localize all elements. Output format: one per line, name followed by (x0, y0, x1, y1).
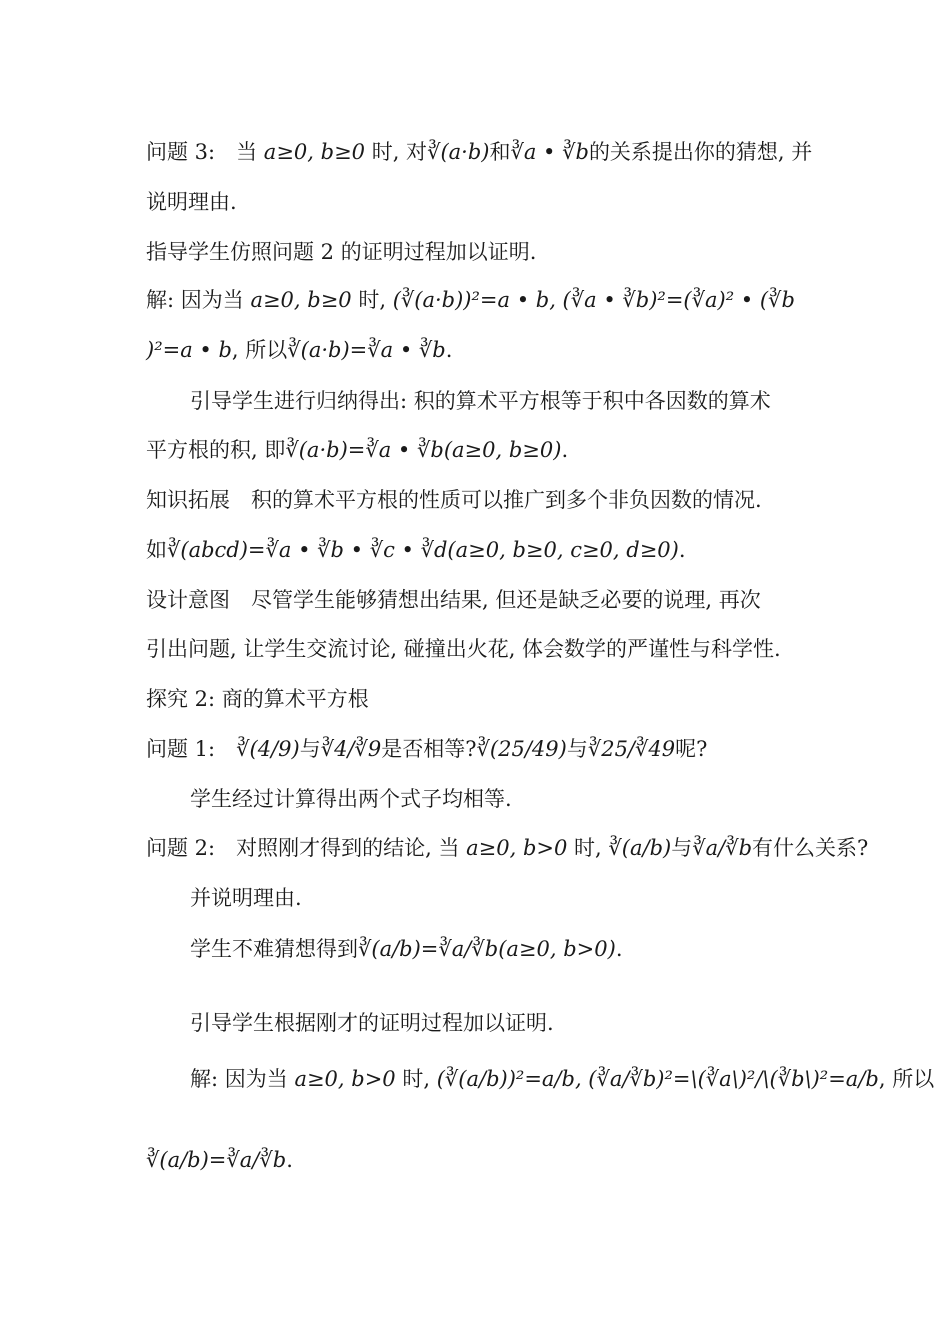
math-expression: a≥0, b≥0 (250, 288, 352, 312)
text: 指导学生仿照问题 2 的证明过程加以证明. (146, 240, 537, 264)
question-2-line-2 (190, 883, 302, 913)
text: 时, 对 (365, 140, 428, 164)
question-2-line (146, 833, 868, 863)
design-intent-line-2 (146, 634, 781, 664)
text: 时, (567, 836, 609, 860)
text: 时, (395, 1067, 437, 1091)
text: , 所以 (231, 338, 288, 362)
text: 说明理由. (146, 190, 237, 214)
text: 呢? (675, 737, 708, 761)
solution-line (146, 285, 795, 315)
math-expression: )²=a • b (146, 338, 232, 362)
text: 如 (146, 538, 167, 562)
problem-3-line-2 (146, 187, 237, 217)
question-1-line (146, 734, 707, 764)
text: 是否相等? (381, 737, 477, 761)
math-expression: ∛(a/b)=∛a/∛b (146, 1148, 287, 1172)
text: 解: 因为当 (190, 1067, 295, 1091)
text: 知识拓展 积的算术平方根的性质可以推广到多个非负因数的情况. (146, 488, 762, 512)
text: 与 (566, 737, 588, 761)
math-expression: (∛(a/b))²=a/b, (∛a/∛b)²=\(∛a\)²/\(∛b\)²=a/b (436, 1067, 879, 1091)
text: 与 (299, 737, 321, 761)
math-expression: ∛4/∛9 (320, 737, 382, 761)
text: 引出问题, 让学生交流讨论, 碰撞出火花, 体会数学的严谨性与科学性. (146, 637, 781, 661)
math-expression: ∛(4/9) (236, 737, 300, 761)
solution-line-2 (146, 335, 452, 365)
text: 学生不难猜想得到 (190, 937, 358, 961)
text: 解: 因为当 (146, 288, 251, 312)
text: 引导学生进行归纳得出: 积的算术平方根等于积中各因数的算术 (190, 389, 771, 413)
text: 并说明理由. (190, 886, 302, 910)
proof-guide-line (190, 1008, 554, 1038)
text: 问题 1: (146, 737, 237, 761)
text: 有什么关系? (752, 836, 869, 860)
problem-3-line (146, 137, 812, 167)
text: 时, (351, 288, 393, 312)
extension-example-line (146, 535, 686, 565)
design-intent-line (146, 585, 761, 615)
math-expression: ∛(a/b) (608, 836, 672, 860)
math-expression: ∛(a·b)=∛a • ∛b(a≥0, b≥0) (285, 438, 562, 462)
text: 平方根的积, 即 (146, 438, 286, 462)
math-expression: ∛(a·b) (427, 140, 490, 164)
text: . (286, 1148, 293, 1172)
text: . (678, 538, 686, 562)
text: 引导学生根据刚才的证明过程加以证明. (190, 1011, 554, 1035)
text: 和 (489, 140, 511, 164)
math-expression: a≥0, b>0 (294, 1067, 396, 1091)
text: . (561, 438, 569, 462)
text: . (445, 338, 453, 362)
math-expression: a≥0, b≥0 (263, 140, 366, 164)
text: 问题 2: 对照刚才得到的结论, 当 (146, 836, 467, 860)
text: 学生经过计算得出两个式子均相等. (190, 787, 512, 811)
proof-line (190, 1064, 934, 1094)
math-expression: a≥0, b>0 (466, 836, 568, 860)
text: . (615, 937, 623, 961)
text: , 所以 (878, 1067, 935, 1091)
math-expression: ∛a/∛b (692, 836, 753, 860)
math-expression: ∛(a/b)=∛a/∛b(a≥0, b>0) (358, 937, 616, 961)
math-expression: ∛(abcd)=∛a • ∛b • ∛c • ∛d(a≥0, b≥0, c≥0, d≥0) (167, 538, 679, 562)
text: 探究 2: 商的算术平方根 (146, 687, 369, 711)
text: 问题 3: 当 (146, 140, 264, 164)
math-expression: ∛a • ∛b (510, 140, 589, 164)
text: 与 (671, 836, 693, 860)
section-heading (146, 684, 369, 714)
conjecture-line (190, 934, 623, 964)
proof-conclusion-line (146, 1145, 293, 1175)
induction-line-2 (146, 435, 568, 465)
math-expression: ∛(25/49) (476, 737, 567, 761)
text: 设计意图 尽管学生能够猜想出结果, 但还是缺乏必要的说理, 再次 (146, 588, 761, 612)
math-expression: (∛(a·b))²=a • b, (∛a • ∛b)²=(∛a)² • (∛b (392, 288, 795, 312)
extension-line (146, 485, 762, 515)
math-expression: ∛(a·b)=∛a • ∛b (287, 338, 446, 362)
math-expression: ∛25/∛49 (587, 737, 676, 761)
guide-line (146, 237, 536, 267)
calculation-line (190, 784, 512, 814)
text: 的关系提出你的猜想, 并 (588, 140, 813, 164)
induction-line (190, 386, 771, 416)
